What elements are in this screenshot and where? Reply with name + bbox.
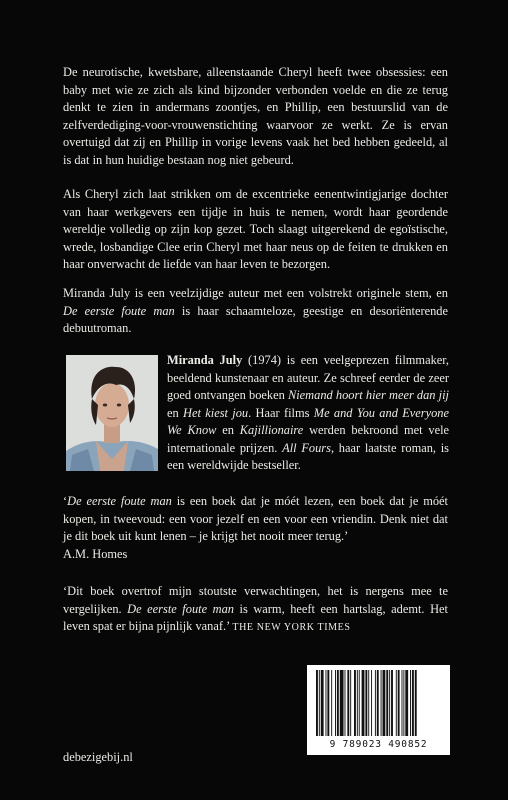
bio-text: , haar laatste roman, is een wereldwijde bestseller.: [167, 440, 450, 472]
bio-text: en: [216, 423, 240, 437]
author-name: Miranda July: [167, 353, 243, 367]
isbn-barcode: [307, 665, 450, 755]
bio-text: (1974) is een veelgeprezen filmmaker, beeldend kunstenaar en auteur. Ze schreef eerder de zeer goed ontvangen boeken: [167, 353, 449, 402]
blurb-paragraph-1: De neurotische, kwetsbare, alleenstaande Cheryl heeft twee obsessies: een baby met wie ze zich als kind bijzonder verbonden voelde en die ze terug denkt te zien in andermans zoontjes, en Phillip, een bestuurslid van de zelfverdediging-voor-vrouwenstichting waarvoor ze werkt. Ze is ervan overtuigd dat zij en Phillip in vorige levens vaak het bed hebben gedeeld, al is dat in hun huidige bestaan nog niet gebeurd.: [63, 65, 448, 167]
blurb-paragraph-3: [63, 285, 448, 338]
quote-text: ‘Dit boek overtrof mijn stoutste verwachtingen, het is nergens mee te vergelijken.: [63, 584, 448, 616]
film-title: Me and You and Everyone We Know: [167, 405, 450, 437]
bio-text: werden bekroond met vele internationale prijzen.: [167, 423, 450, 455]
blurb-paragraph-2: Als Cheryl zich laat strikken om de excentrieke eenentwintigjarige dochter van haar werkgevers een tijdje in huis te nemen, wordt haar geordende wereldje volledig op zijn kop gezet. Toch slaagt uitgerekend de egoïstische, wrede, losbandige Clee erin Cheryl met haar neus op de feiten te drukken en haar onverwacht de liefde van haar leven te bezorgen.: [63, 187, 448, 271]
quote-source: A.M. Homes: [63, 546, 128, 561]
film-title: Kajillionaire: [239, 423, 304, 437]
quote-text: is warm, heeft een hartslag, ademt. Het leven spat er bijna pijnlijk vanaf.’: [63, 601, 448, 633]
quote-source: THE NEW YORK TIMES: [232, 622, 351, 633]
bio-text: en: [167, 405, 184, 420]
book-title: De eerste foute man: [63, 303, 175, 318]
quote-mark: ‘: [63, 494, 68, 508]
blurb-text: Miranda July is een veelzijdige auteur met een volstrekt originele stem, en: [63, 286, 448, 300]
publisher-website: debezigebij.nl: [63, 750, 133, 764]
book-title: All Fours: [282, 440, 331, 455]
review-quote-1: [63, 493, 448, 563]
quote-text: is een boek dat je móét lezen, een boek dat je móét kopen, in tweevoud: een voor jezelf en een voor een vriendin. Denk niet dat je dit boek uit kunt lenen – je krijgt het nooit meer terug.’: [63, 494, 448, 543]
book-title: Het kiest jou: [183, 405, 249, 420]
isbn-number: 9 789023 490852: [329, 739, 428, 750]
author-photo: [66, 355, 158, 471]
bio-text: . Haar films: [248, 405, 314, 420]
author-bio: [167, 352, 449, 475]
book-title: De eerste foute man: [67, 494, 172, 508]
review-quote-2: [63, 583, 448, 637]
book-title: De eerste foute man: [127, 601, 234, 616]
book-title: Niemand hoort hier meer dan jij: [287, 388, 449, 402]
blurb-text: is haar schaamteloze, geestige en desoriënterende debuutroman.: [63, 303, 448, 335]
barcode-bars: [315, 670, 442, 738]
